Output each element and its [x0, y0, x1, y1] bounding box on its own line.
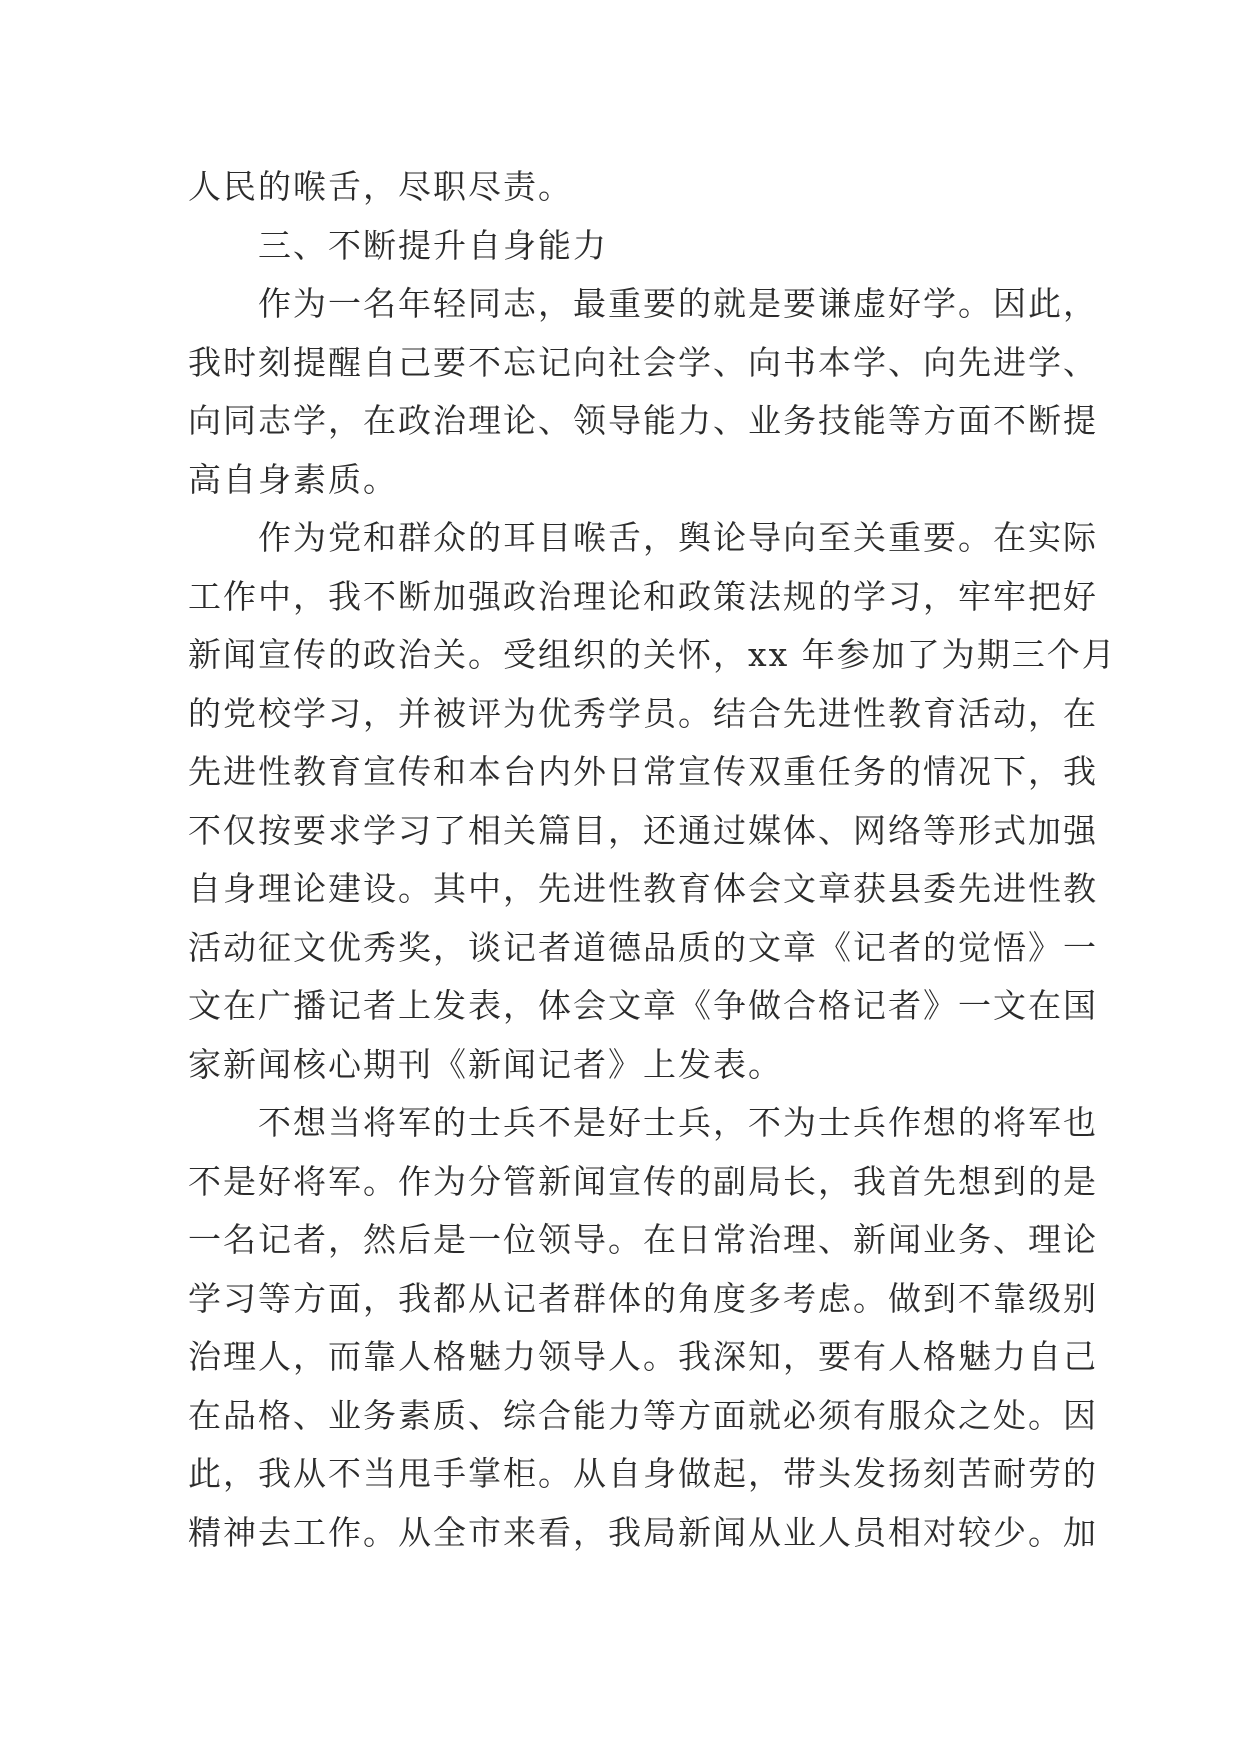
- text-line: 工作中，我不断加强政治理论和政策法规的学习，牢牢把好: [188, 576, 1098, 616]
- text-line: 不仅按要求学习了相关篇目，还通过媒体、网络等形式加强: [188, 810, 1098, 850]
- text-line: 一名记者，然后是一位领导。在日常治理、新闻业务、理论: [188, 1220, 1098, 1259]
- text-line: 向同志学，在政治理论、领导能力、业务技能等方面不断提: [188, 401, 1098, 440]
- text-line: 家新闻核心期刊《新闻记者》上发表。: [188, 1044, 783, 1084]
- text-line: 此，我从不当甩手掌柜。从自身做起，带头发扬刻苦耐劳的: [188, 1454, 1098, 1493]
- text-line: 自身理论建设。其中，先进性教育体会文章获县委先进性教: [188, 869, 1098, 908]
- text-line: 先进性教育宣传和本台内外日常宣传双重任务的情况下，我: [188, 752, 1098, 791]
- text-line: 精神去工作。从全市来看，我局新闻从业人员相对较少。加: [188, 1512, 1098, 1552]
- text-line: 作为党和群众的耳目喉舌，舆论导向至关重要。在实际: [188, 518, 1098, 557]
- text-line: 高自身素质。: [188, 459, 398, 499]
- text-line: 三、不断提升自身能力: [188, 225, 608, 265]
- text-line: 的党校学习，并被评为优秀学员。结合先进性教育活动，在: [188, 693, 1098, 733]
- text-line: 不想当将军的士兵不是好士兵，不为士兵作想的将军也: [188, 1103, 1098, 1142]
- text-line: 不是好将军。作为分管新闻宣传的副局长，我首先想到的是: [188, 1161, 1098, 1201]
- text-line: 新闻宣传的政治关。受组织的关怀，xx 年参加了为期三个月: [188, 635, 1117, 674]
- text-line: 治理人，而靠人格魅力领导人。我深知，要有人格魅力自己: [188, 1337, 1098, 1376]
- body-text: [188, 158, 1117, 1562]
- text-line: 文在广播记者上发表，体会文章《争做合格记者》一文在国: [188, 986, 1098, 1025]
- text-line: 作为一名年轻同志，最重要的就是要谦虚好学。因此，: [188, 284, 1098, 323]
- text-line: 人民的喉舌，尽职尽责。: [188, 167, 573, 206]
- text-line: 在品格、业务素质、综合能力等方面就必须有服众之处。因: [188, 1395, 1098, 1435]
- text-line: 活动征文优秀奖，谈记者道德品质的文章《记者的觉悟》一: [188, 927, 1098, 967]
- text-line: 我时刻提醒自己要不忘记向社会学、向书本学、向先进学、: [188, 342, 1098, 382]
- text-line: 学习等方面，我都从记者群体的角度多考虑。做到不靠级别: [188, 1278, 1098, 1318]
